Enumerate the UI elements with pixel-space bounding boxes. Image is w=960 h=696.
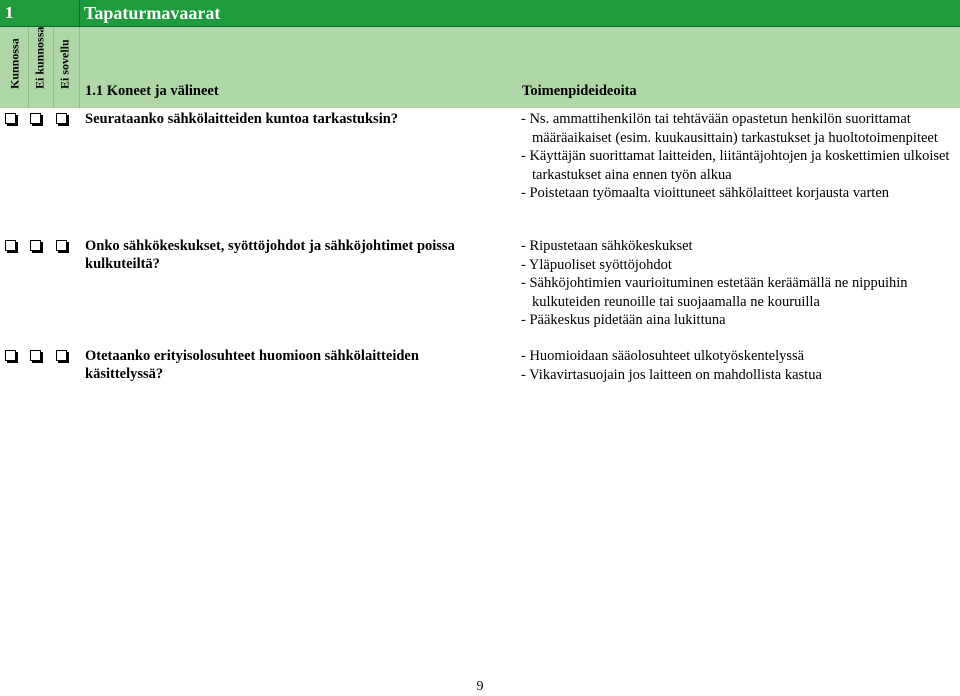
idea-item: - Vikavirtasuojain jos laitteen on mahdollista kastua [521,366,822,383]
idea-item: - Ns. ammattihenkilön tai tehtävään opastetun henkilön suorittamat määräaikaiset (esim. kuukausittain) tarkastukset ja huoltotoimenpiteet [521,111,938,146]
column-kunnossa-label: Kunnossa [7,38,22,89]
ideas-header: Toimenpideideoita [522,83,637,99]
section-header [0,0,960,27]
column-divider [79,27,80,108]
checkbox-ei-kunnossa[interactable] [30,113,41,124]
idea-item: - Sähköjohtimien vaurioituminen estetään keräämällä ne nippuihin kulkuteiden reunoille tai suojaamalla ne kouruilla [521,275,908,310]
idea-item: - Käyttäjän suorittamat laitteiden, liitäntäjohtojen ja koskettimien ulkoiset tarkastukset aina ennen työn alkua [521,148,950,183]
column-kunnossa [2,27,28,108]
checkbox-kunnossa[interactable] [5,350,16,361]
page-number: 9 [476,679,484,694]
subsection-title: 1.1 Koneet ja välineet [85,83,219,99]
ideas-list [521,237,951,330]
ideas-list [521,110,951,203]
question-text: Otetaanko erityisolosuhteet huomioon sähkölaitteiden käsittelyssä? [85,348,419,382]
idea-item: - Huomioidaan sääolosuhteet ulkotyöskentelyssä [521,348,805,364]
idea-item: - Yläpuoliset syöttöjohdot [521,256,672,273]
checkbox-ei-sovellu[interactable] [56,350,67,361]
checkbox-kunnossa[interactable] [5,113,16,124]
section-title: Tapaturmavaarat [84,3,221,23]
column-ei-sovellu-label: Ei sovellu [57,39,72,89]
question-text: Seurataanko sähkölaitteiden kuntoa tarkastuksin? [85,111,399,127]
section-number: 1 [5,3,14,22]
checkbox-ei-sovellu[interactable] [56,240,67,251]
header-divider [79,0,80,26]
checkbox-ei-sovellu[interactable] [56,113,67,124]
checkbox-kunnossa[interactable] [5,240,16,251]
checkbox-ei-kunnossa[interactable] [30,240,41,251]
checkbox-ei-kunnossa[interactable] [30,350,41,361]
column-ei-kunnossa-label: Ei kunnossa [32,26,47,89]
idea-item: - Pääkeskus pidetään aina lukittuna [521,312,726,329]
idea-item: - Poistetaan työmaalta vioittuneet sähkölaitteet korjausta varten [521,185,890,202]
question-text: Onko sähkökeskukset, syöttöjohdot ja sähköjohtimet poissa kulkuteiltä? [85,238,455,272]
column-ei-kunnossa [27,27,53,108]
ideas-list [521,347,951,384]
column-ei-sovellu [52,27,78,108]
idea-item: - Ripustetaan sähkökeskukset [521,238,693,254]
